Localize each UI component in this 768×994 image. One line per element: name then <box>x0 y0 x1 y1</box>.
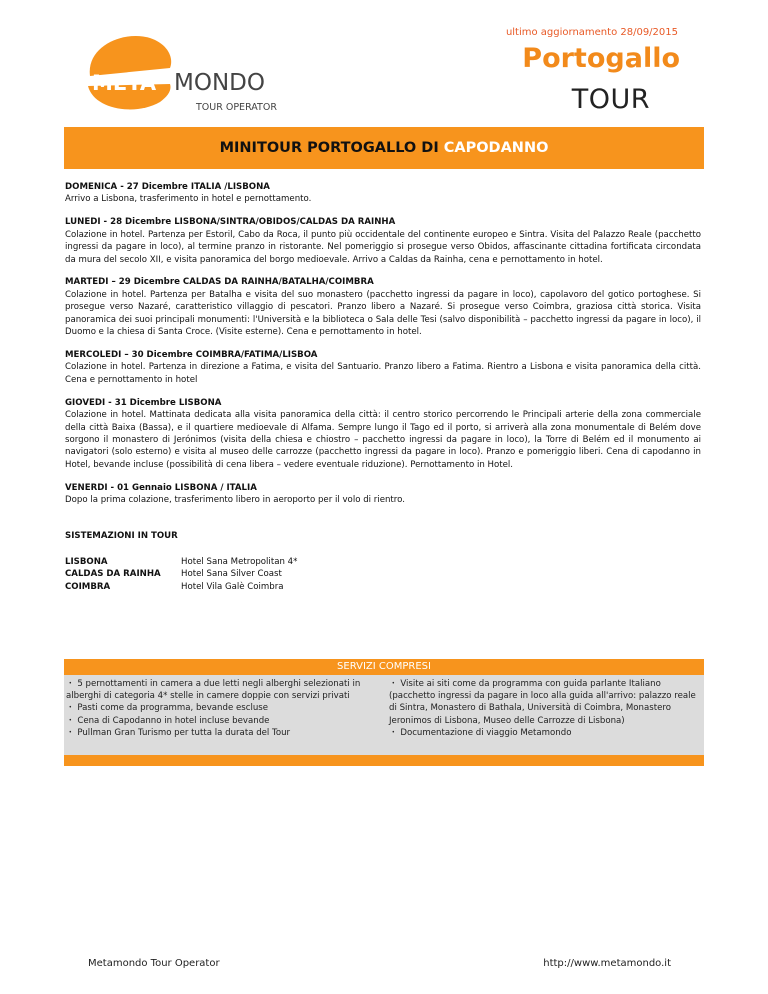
logo-tagline: TOUR OPERATOR <box>196 102 277 113</box>
logo-text-meta: META <box>92 71 157 95</box>
accommodation-hotel: Hotel Sana Silver Coast <box>181 569 282 580</box>
day-description: Dopo la prima colazione, trasferimento libero in aeroporto per il volo di rientro. <box>65 495 405 506</box>
day-heading: MERCOLEDI – 30 Dicembre COIMBRA/FATIMA/LISBOA <box>65 349 318 360</box>
day-description: Arrivo a Lisbona, trasferimento in hotel e pernottamento. <box>65 194 312 205</box>
accommodation-hotel: Hotel Sana Metropolitan 4* <box>181 556 298 567</box>
service-item: ・ Pasti come da programma, bevande escluse <box>66 703 269 714</box>
footer-website-link[interactable]: http://www.metamondo.it <box>543 958 671 969</box>
tour-title: TOUR <box>571 84 650 115</box>
service-item: ・ 5 pernottamenti in camera a due letti negli alberghi selezionati in alberghi di categoria 4* stelle in camere doppie con servizi privati <box>66 679 361 702</box>
accommodation-city: LISBONA <box>65 556 108 567</box>
day-heading: GIOVEDI - 31 Dicembre LISBONA <box>65 397 222 408</box>
day-5 <box>65 397 701 471</box>
day-2 <box>65 216 701 266</box>
accommodation-row <box>65 581 701 593</box>
day-heading: VENERDI - 01 Gennaio LISBONA / ITALIA <box>65 482 257 493</box>
last-updated: ultimo aggiornamento 28/09/2015 <box>505 27 678 38</box>
logo-text-mondo: MONDO <box>174 70 265 96</box>
day-description: Colazione in hotel. Partenza in direzione a Fatima, e visita del Santuario. Pranzo libero a Fatima. Rientro a Lisbona e visita panoramica della città. Cena e pernottamento in hotel <box>65 362 701 385</box>
footer-company: Metamondo Tour Operator <box>88 958 220 969</box>
accommodation-city: COIMBRA <box>65 581 111 592</box>
day-3 <box>65 276 701 338</box>
day-4 <box>65 349 701 386</box>
banner-highlight: CAPODANNO <box>443 140 549 156</box>
day-heading: DOMENICA - 27 Dicembre ITALIA /LISBONA <box>65 182 270 192</box>
services-left-column <box>66 678 376 739</box>
day-1 <box>65 181 701 206</box>
service-item: ・ Documentazione di viaggio Metamondo <box>389 727 572 738</box>
accommodation-row <box>65 568 701 580</box>
day-description: Colazione in hotel. Partenza per Estoril, Cabo da Roca, il punto più occidentale del continente europeo e Sintra. Visita del Palazzo Reale (pacchetto ingressi da pagare in loco), al termine pranzo in ristorante. Nel pomeriggio si prosegue verso Obidos, affascinante cittadina fortificata circondata da mura del secolo XII, e visita panoramica del borgo medioevale. Arrivo a Caldas da Rainha, cena e pernottamento in hotel. <box>65 229 701 265</box>
metamondo-logo <box>72 24 304 118</box>
accommodation-city: CALDAS DA RAINHA <box>65 569 161 580</box>
banner-title: MINITOUR PORTOGALLO DI <box>219 140 439 156</box>
tour-banner <box>64 127 704 169</box>
day-description: Colazione in hotel. Partenza per Batalha e visita del suo monastero (pacchetto ingressi da pagare in loco), capolavoro del gotico portoghese. Si prosegue verso Nazaré, caratteristico villaggio di pescatori. Pranzo libero a Nazaré. Si prosegue verso Coimbra, graziosa città storica. Visita panoramica dei suoi principali monumenti: l'Università e la biblioteca o Sala delle Tesi (salvo disponibilità – pacchetto ingressi da pagare in loco), il Duomo e la chiesa di Santa Croce. (Visite esterne). Cena e pernottamento in hotel. <box>65 289 701 338</box>
day-heading: MARTEDI – 29 Dicembre CALDAS DA RAINHA/BATALHA/COIMBRA <box>65 277 374 288</box>
service-item: ・ Cena di Capodanno in hotel incluse bevande <box>66 715 270 726</box>
day-heading: LUNEDI - 28 Dicembre LISBONA/SINTRA/OBIDOS/CALDAS DA RAINHA <box>65 217 396 228</box>
service-item: ・ Visite ai siti come da programma con guida parlante Italiano (pacchetto ingressi da pagare in loco alla guida all'arrivo: palazzo reale di Sintra, Monastero di Bathala, Università di Coimbra, Monastero Jeronimos di Lisbona, Museo delle Carrozze di Lisbona) <box>389 679 696 726</box>
services-section <box>64 659 704 766</box>
services-box <box>64 675 704 755</box>
accommodation-row <box>65 556 701 568</box>
day-6 <box>65 482 701 507</box>
accommodation-title: SISTEMAZIONI IN TOUR <box>65 531 178 542</box>
services-title: SERVIZI COMPRESI <box>337 661 431 672</box>
country-title: Portogallo <box>522 43 680 74</box>
day-description: Colazione in hotel. Mattinata dedicata alla visita panoramica della città: il centro storico percorrendo le Principali arterie della zona commerciale della città Baixa (Bassa), e il quartiere medioevale di Alfama. Sempre lungo il Tago ed il porto, si arriverà alla zona monumentale di Belém dove sorgono il monastero di Jerónimos (visita della chiesa e chiostro – pacchetto ingressi da pagare in loco), la Torre di Belém ed il monumento ai navigatori (solo esterno) e visita al museo delle carrozze (pacchetto ingressi da pagare in loco). Pranzo e pomeriggio liberi. Cena di capodanno in Hotel, bevande incluse (possibilità di cena libera – vedere eventuale riduzione). Pernottamento in Hotel. <box>65 410 701 470</box>
itinerary <box>65 181 701 593</box>
services-right-column <box>389 678 701 739</box>
accommodation-hotel: Hotel Vila Galè Coimbra <box>181 581 284 592</box>
service-item: ・ Pullman Gran Turismo per tutta la durata del Tour <box>66 727 291 738</box>
